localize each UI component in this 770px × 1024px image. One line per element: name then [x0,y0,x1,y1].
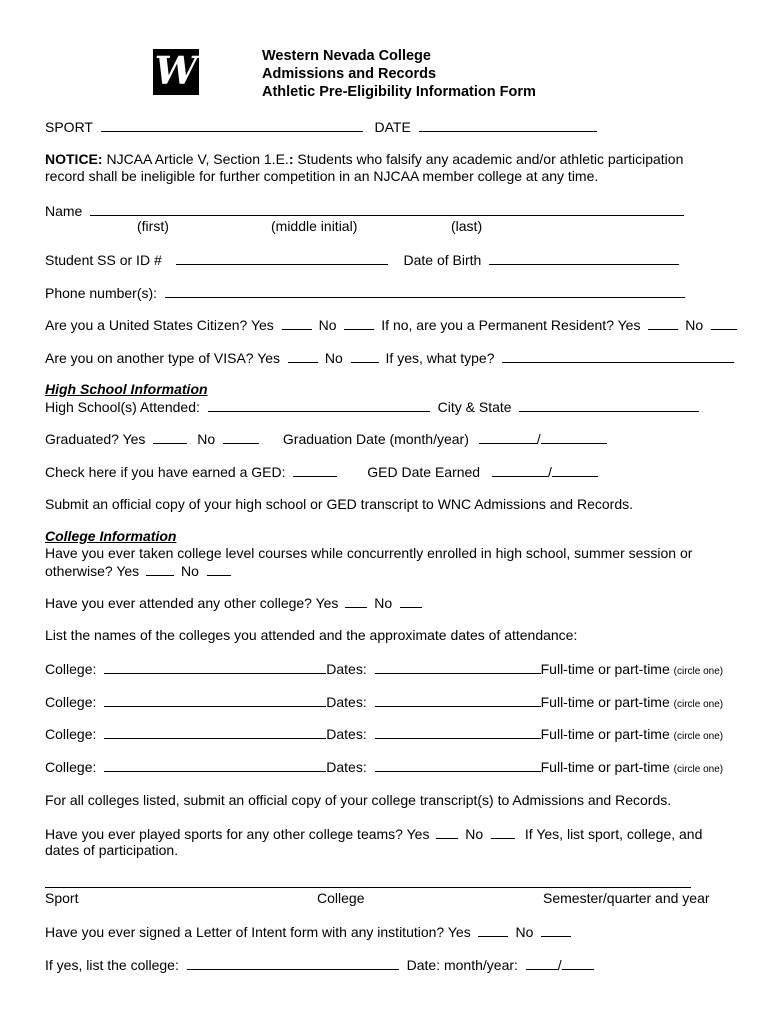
intent-no-label: No [515,924,534,940]
college-list-instructions: List the names of the colleges you attended and the approximate dates of attendance: [45,627,578,643]
sports-question: Have you ever played sports for any other college teams? Yes [45,826,430,842]
form-title: Athletic Pre-Eligibility Information Form [262,84,536,100]
citizen-no-field[interactable] [344,316,374,330]
college-label: College: [45,759,97,775]
other-college-question: Have you ever attended any other college? Yes [45,595,339,611]
college-name-field[interactable] [104,725,326,739]
phone-row [45,284,685,302]
ged-year-field[interactable] [552,463,598,477]
sport-field[interactable] [101,118,363,132]
high-school-row [45,398,699,416]
notice-text: Students who falsify any academic and/or athletic participation [293,151,684,167]
grad-month-field[interactable] [479,430,537,444]
notice-line-2: record shall be ineligible for further competition in an NJCAA member college at any time. [45,168,599,184]
college-dates-field[interactable] [375,693,541,707]
dates-label: Dates: [326,726,367,742]
college-row [45,725,723,745]
college-name: Western Nevada College [262,48,431,64]
citizen-row [45,316,737,334]
city-state-label: City & State [437,399,512,415]
date-label: DATE [374,119,411,135]
visa-yes-field[interactable] [288,349,318,363]
name-field[interactable] [90,202,684,216]
intent-date-slash: / [557,957,562,973]
intent-month-field[interactable] [526,956,558,970]
city-state-field[interactable] [519,398,699,412]
high-school-label: High School(s) Attended: [45,399,200,415]
hs-transcript-note: Submit an official copy of your high school or GED transcript to WNC Admissions and Records. [45,496,633,512]
student-id-field[interactable] [176,251,388,265]
intent-college-row [45,956,594,974]
concurrent-yes-field[interactable] [146,562,174,576]
concurrent-no-label: No [180,563,199,579]
visa-row [45,349,734,367]
sport-label: SPORT [45,119,93,135]
college-label: College: [45,661,97,677]
department-name: Admissions and Records [262,66,437,82]
ged-month-field[interactable] [492,463,548,477]
dates-label: Dates: [326,661,367,677]
intent-college-field[interactable] [187,956,399,970]
dob-field[interactable] [489,251,679,265]
intent-no-field[interactable] [541,923,571,937]
name-last-hint: (last) [451,218,483,234]
college-name-field[interactable] [104,758,326,772]
grad-date-label: Graduation Date (month/year) [282,431,469,447]
phone-label: Phone number(s): [45,285,158,301]
sports-question-line1 [45,825,702,843]
college-row [45,660,723,680]
sports-yes-field[interactable] [436,825,458,839]
visa-no-field[interactable] [351,349,379,363]
concurrent-yes-label: otherwise? Yes [45,563,140,579]
resident-yes-field[interactable] [648,316,678,330]
other-college-no-label: No [374,595,393,611]
intent-date-label: Date: month/year: [406,957,518,973]
sports-no-label: No [465,826,484,842]
college-transcript-note: For all colleges listed, submit an official copy of your college transcript(s) to Admissions and Records. [45,792,672,808]
phone-field[interactable] [165,284,685,298]
college-dates-field[interactable] [375,758,541,772]
intent-yes-field[interactable] [478,923,508,937]
date-field[interactable] [419,118,597,132]
visa-question: Are you on another type of VISA? Yes [45,350,281,366]
citizen-yes-field[interactable] [282,316,312,330]
graduated-yes-field[interactable] [153,430,187,444]
high-school-heading: High School Information [45,381,208,397]
intent-year-field[interactable] [562,956,594,970]
college-logo [153,49,199,95]
college-label: College: [45,726,97,742]
fulltime-parttime-label: Full-time or part-time [540,661,670,677]
graduated-no-field[interactable] [223,430,259,444]
college-label: College: [45,694,97,710]
logo-letter: W [154,48,198,93]
resident-no-field[interactable] [711,316,737,330]
other-college-row [45,594,422,612]
notice-colon: : [288,151,294,167]
sports-entry-line[interactable] [45,887,691,888]
sports-col-sport: Sport [45,890,79,906]
dates-label: Dates: [326,759,367,775]
college-q1-line1: Have you ever taken college level courses while concurrently enrolled in high school, summer session or [45,545,693,561]
sports-list-instruction: If Yes, list sport, college, and [524,826,703,842]
sport-date-row [45,118,597,136]
citizen-question: Are you a United States Citizen? Yes [45,317,274,333]
other-college-no-field[interactable] [400,594,422,608]
college-dates-field[interactable] [375,725,541,739]
fulltime-parttime-label: Full-time or part-time [540,694,670,710]
college-dates-field[interactable] [375,660,541,674]
sports-col-semester: Semester/quarter and year [543,890,710,906]
notice-line-1 [45,151,683,168]
circle-one-hint: (circle one) [673,764,724,775]
ged-date-slash: / [547,464,552,480]
intent-college-label: If yes, list the college: [45,957,179,973]
college-row [45,693,723,713]
visa-type-question: If yes, what type? [385,350,495,366]
college-heading: College Information [45,528,177,544]
circle-one-hint: (circle one) [673,666,724,677]
visa-no-label: No [324,350,343,366]
concurrent-no-field[interactable] [207,562,231,576]
student-id-row [45,251,679,269]
college-name-field[interactable] [104,693,326,707]
fulltime-parttime-label: Full-time or part-time [540,759,670,775]
notice-article: NJCAA Article V, Section 1.E. [102,151,289,167]
citizen-no-label: No [318,317,337,333]
visa-type-field[interactable] [502,349,734,363]
resident-question: If no, are you a Permanent Resident? Yes [381,317,641,333]
circle-one-hint: (circle one) [673,731,724,742]
fulltime-parttime-label: Full-time or part-time [540,726,670,742]
resident-no-label: No [685,317,704,333]
graduated-label: Graduated? Yes [45,431,146,447]
graduated-row [45,430,607,448]
high-school-field[interactable] [208,398,430,412]
other-college-yes-field[interactable] [345,594,367,608]
sports-question-line2: dates of participation. [45,842,179,858]
ged-date-label: GED Date Earned [367,464,481,480]
intent-question: Have you ever signed a Letter of Intent form with any institution? Yes [45,924,471,940]
grad-date-slash: / [536,431,541,447]
form-header [262,47,536,101]
ged-check-label: Check here if you have earned a GED: [45,464,286,480]
intent-row [45,923,571,941]
college-q1-line2 [45,562,231,580]
dob-label: Date of Birth [403,252,482,268]
name-first-hint: (first) [137,218,169,234]
sports-no-field[interactable] [491,825,515,839]
circle-one-hint: (circle one) [673,699,724,710]
student-id-label: Student SS or ID # [45,252,162,268]
name-middle-hint: (middle initial) [271,218,358,234]
grad-year-field[interactable] [541,430,607,444]
ged-check-field[interactable] [293,463,337,477]
college-row [45,758,723,778]
ged-row [45,463,598,481]
college-name-field[interactable] [104,660,326,674]
graduated-no-label: No [197,431,216,447]
notice-bold: NOTICE: [45,151,103,167]
name-label: Name [45,203,83,219]
dates-label: Dates: [326,694,367,710]
sports-col-college: College [317,890,365,906]
